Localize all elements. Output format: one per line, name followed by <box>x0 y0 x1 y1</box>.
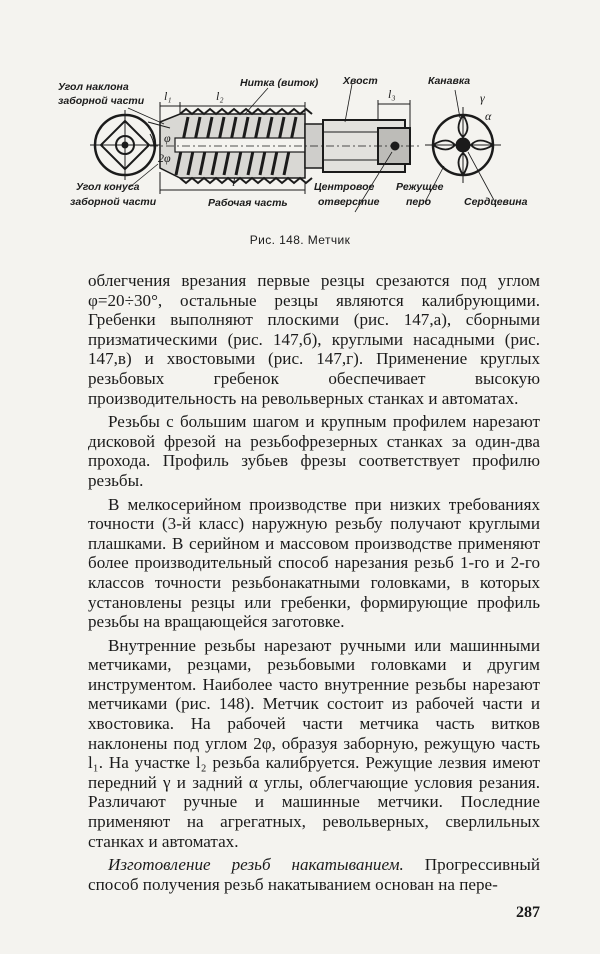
dim-alpha: α <box>485 109 492 123</box>
tap-drawing <box>0 62 600 257</box>
tap-end-view-left <box>90 110 160 180</box>
label-lead-angle-2: заборной части <box>58 95 145 107</box>
label-cone-angle-1: Угол конуса <box>76 181 140 193</box>
page-number: 287 <box>516 904 540 921</box>
label-center-hole-1: Центровое <box>314 181 375 193</box>
label-thread-turn: Нитка (виток) <box>240 77 319 89</box>
label-lead-angle-1: Угол наклона <box>58 81 129 93</box>
label-cone-angle-2: заборной части <box>70 196 157 208</box>
paragraph-5-text: Прогрессивный способ получения резьб накатыванием основан на пере- <box>88 855 540 894</box>
paragraph-3: В мелкосерийном производстве при низких требованиях точности (3-й класс) наружную резьбу получают круглыми плашками. В серийном и массовом производстве применяют более производительный способ нарезания резьб 1-го и 2-го классов точности резьбонакатными головками, в которых установлены резцы или гребенки, формирующие профиль резьбы на вращающейся заготовке. <box>88 494 540 632</box>
body-text <box>88 271 540 894</box>
paragraph-1: облегчения врезания первые резцы срезаются под углом φ=20÷30°, остальные резцы являются калибрующими. Гребенки выполняют плоскими (рис. 147,а), сборными призматическими (рис. 147,б), круглыми насадными (рис. 147,в) и хвостовыми (рис. 147,г). Применение круглых резьбовых гребенок обеспечивает высокую производительность на револьверных станках и автоматах. <box>88 271 540 408</box>
paragraph-5 <box>88 855 540 894</box>
dim-gamma: γ <box>480 91 485 105</box>
dim-l: l <box>232 175 236 189</box>
paragraph-2: Резьбы с большим шагом и крупным профилем нарезают дисковой фрезой на резьбофрезерных станках за один-два прохода. Профиль зубьев фрезы соответствует профилю резьбы. <box>88 412 540 490</box>
tap-figure <box>0 62 600 257</box>
figure-caption: Рис. 148. Метчик <box>249 233 351 247</box>
section-heading: Изготовление резьб накатыванием. <box>108 855 404 875</box>
label-center-hole-2: отверстие <box>318 196 380 208</box>
dim-two-phi: 2φ <box>158 151 171 165</box>
dim-phi: φ <box>164 131 171 145</box>
dim-l1: l₁ <box>164 89 172 103</box>
label-cutting-edge-2: перо <box>406 196 432 208</box>
label-working-part: Рабочая часть <box>208 197 288 209</box>
tap-side-view <box>128 84 420 212</box>
label-core: Сердцевина <box>464 196 528 208</box>
label-cutting-edge-1: Режущее <box>396 181 444 193</box>
label-flute: Канавка <box>428 75 471 87</box>
paragraph-4: Внутренние резьбы нарезают ручными или машинными метчиками, резцами, резьбовыми головками и другим инструментом. Наиболее часто внутренние резьбы нарезают метчиками (рис. 148). Метчик состоит из рабочей части и хвостовика. На рабочей части метчика часть витков наклонены под углом 2φ, образуя заборную, режущую часть l₁. На участке l₂ резьба калибруется. Режущие лезвия имеют передний γ и задний α углы, облегчающие условия резания. Различают ручные и машинные метчики. Последние применяют на агрегатных, револьверных, сверлильных станках и автоматах. <box>88 635 540 851</box>
label-shank: Хвост <box>343 75 378 87</box>
dim-l3: l₃ <box>388 87 396 101</box>
dim-l2: l₂ <box>216 89 224 103</box>
